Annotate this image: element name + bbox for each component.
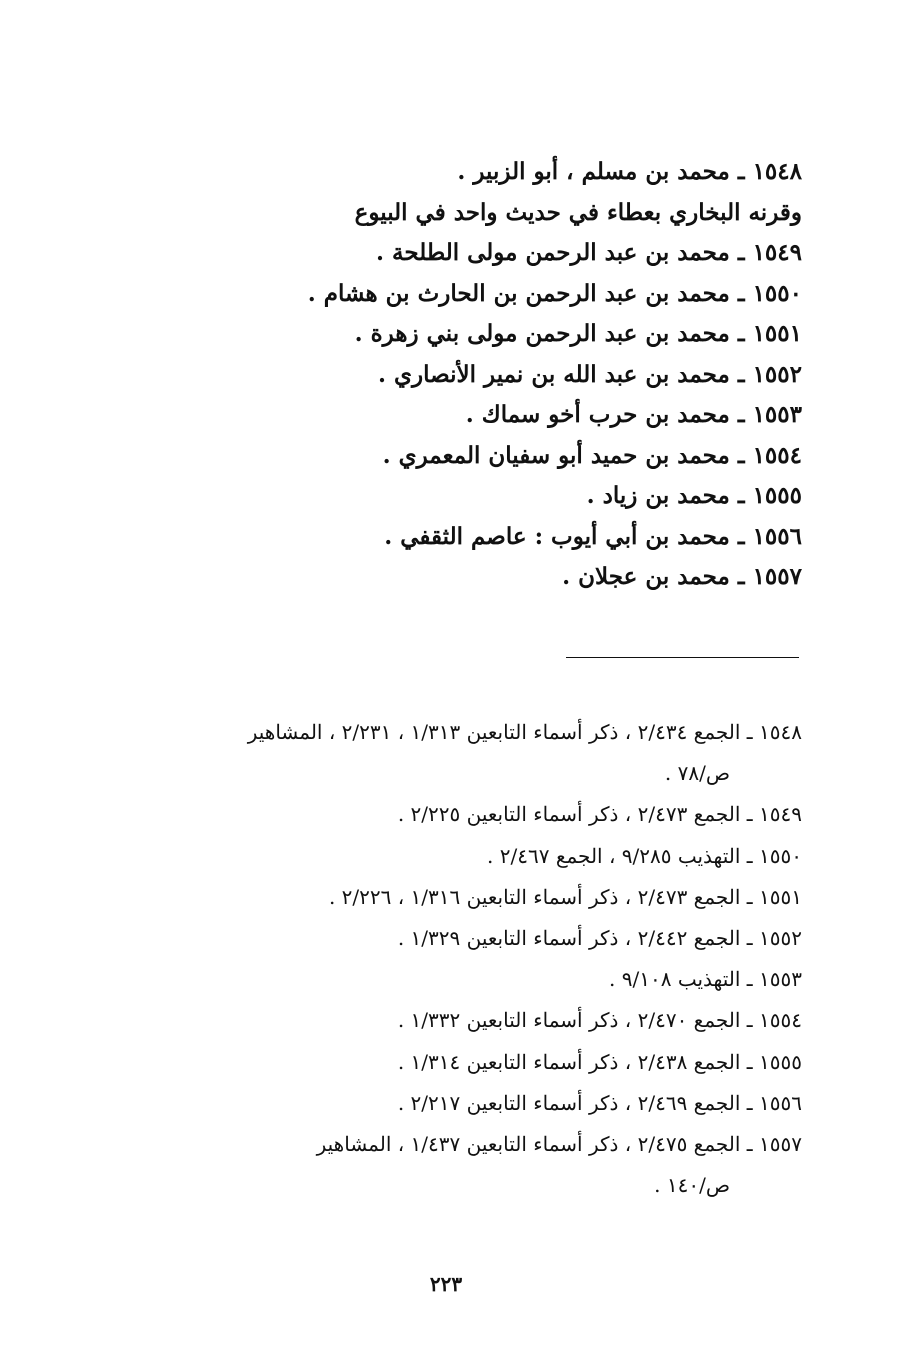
footnote-1550: ١٥٥٠ ـ التهذيب ٩/٢٨٥ ، الجمع ٢/٤٦٧ . <box>487 843 802 868</box>
footnote-1557: ١٥٥٧ ـ الجمع ٢/٤٧٥ ، ذكر أسماء التابعين ١/٤٣٧ ، المشاهير <box>316 1131 802 1156</box>
entry-1557: ١٥٥٧ ـ محمد بن عجلان . <box>562 563 802 590</box>
page-number: ٢٢٣ <box>429 1272 463 1296</box>
footnote-separator <box>566 657 799 658</box>
entry-1548: ١٥٤٨ ـ محمد بن مسلم ، أبو الزبير . <box>457 158 802 185</box>
entry-1549: ١٥٤٩ ـ محمد بن عبد الرحمن مولى الطلحة . <box>376 239 802 266</box>
main-entries <box>162 152 802 598</box>
footnote-1548-continued: ص/٧٨ . <box>664 761 730 786</box>
entry-1554: ١٥٥٤ ـ محمد بن حميد أبو سفيان المعمري . <box>382 441 802 469</box>
entry-1548-note: وقرنه البخاري بعطاء في حديث واحد في البيوع <box>354 198 802 226</box>
footnote-1555: ١٥٥٥ ـ الجمع ٢/٤٣٨ ، ذكر أسماء التابعين ١/٣١٤ . <box>397 1049 802 1074</box>
entry-1550: ١٥٥٠ ـ محمد بن عبد الرحمن بن الحارث بن هشام . <box>307 279 802 307</box>
footnote-1556: ١٥٥٦ ـ الجمع ٢/٤٦٩ ، ذكر أسماء التابعين ٢/٢١٧ . <box>397 1090 802 1115</box>
entry-1556: ١٥٥٦ ـ محمد بن أبي أيوب : عاصم الثقفي . <box>384 522 802 550</box>
footnote-1554: ١٥٥٤ ـ الجمع ٢/٤٧٠ ، ذكر أسماء التابعين ١/٣٣٢ . <box>397 1008 802 1033</box>
footnote-1557-continued: ص/١٤٠ . <box>654 1173 730 1198</box>
footnote-1549: ١٥٤٩ ـ الجمع ٢/٤٧٣ ، ذكر أسماء التابعين ٢/٢٢٥ . <box>397 802 802 827</box>
footnote-1553: ١٥٥٣ ـ التهذيب ٩/١٠٨ . <box>609 967 802 992</box>
entry-1552: ١٥٥٢ ـ محمد بن عبد الله بن نمير الأنصاري . <box>378 360 802 388</box>
entry-1555: ١٥٥٥ ـ محمد بن زياد . <box>586 482 802 509</box>
footnote-1551: ١٥٥١ ـ الجمع ٢/٤٧٣ ، ذكر أسماء التابعين ١/٣١٦ ، ٢/٢٢٦ . <box>328 884 802 909</box>
footnote-1552: ١٥٥٢ ـ الجمع ٢/٤٤٢ ، ذكر أسماء التابعين ١/٣٢٩ . <box>397 925 802 950</box>
entry-1551: ١٥٥١ ـ محمد بن عبد الرحمن مولى بني زهرة . <box>354 320 802 347</box>
footnotes <box>102 712 802 1206</box>
footnote-1548: ١٥٤٨ ـ الجمع ٢/٤٣٤ ، ذكر أسماء التابعين ١/٣١٣ ، ٢/٢٣١ ، المشاهير <box>247 720 802 744</box>
entry-1553: ١٥٥٣ ـ محمد بن حرب أخو سماك . <box>465 401 802 428</box>
